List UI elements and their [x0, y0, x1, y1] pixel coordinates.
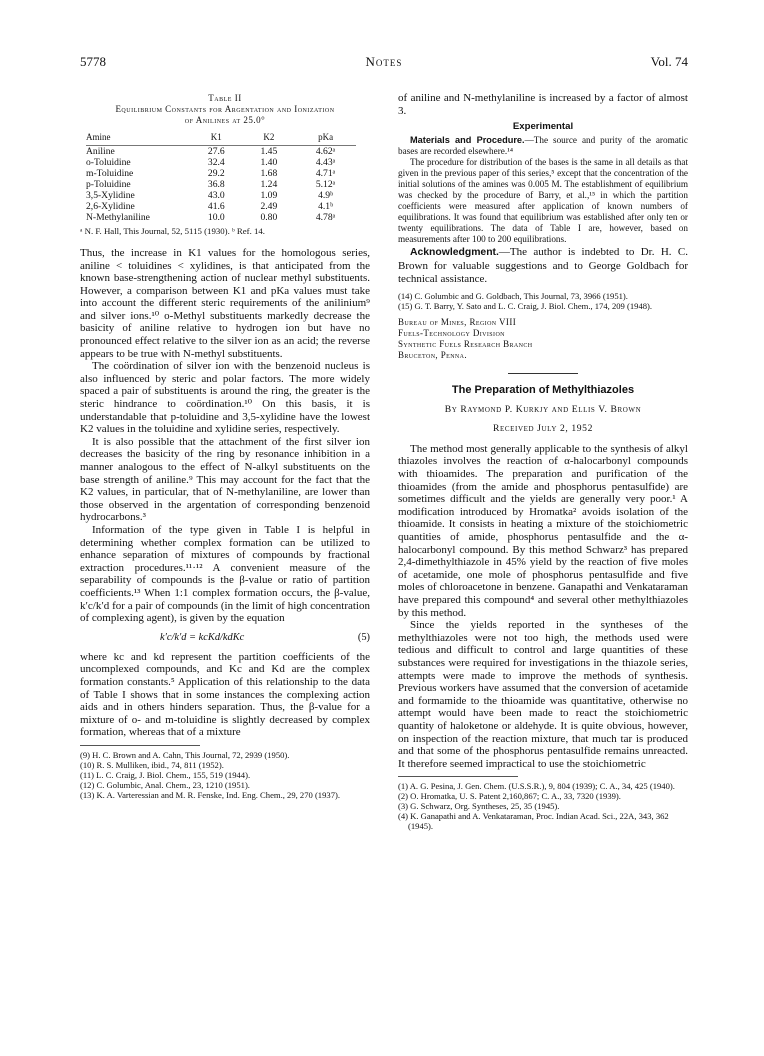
value-cell: 1.24	[260, 179, 278, 191]
value-cell: 43.0	[207, 190, 225, 202]
value-cell: 4.43ᵃ	[315, 157, 336, 169]
address-line: Bruceton, Penna.	[398, 350, 468, 361]
table-row	[86, 190, 356, 201]
amine-cell: o-Toluidine	[86, 157, 131, 169]
page-header	[80, 54, 688, 72]
ack-lead: Acknowledgment.	[410, 247, 499, 259]
address-line: Bureau of Mines, Region VIII	[398, 317, 517, 328]
paragraph: It is also possible that the attachment of the first silver ion decreases the basicity of the ring by resonance inhibition in a manner analogous to the effect of N-alkyl substituents on the base strength of aniline.⁹ This may account for the fact that the K2 values, in particular, that of N-methylaniline, are lower than those observed in the argentation of corresponding benzenoid hydrocarbons.³	[80, 435, 370, 524]
paragraph: Thus, the increase in K1 values for the homologous series, aniline < toluidines < xylidines, is that anticipated from the known base-strengthening action of nuclear methyl substituents. However, a comparison between K1 and pKa values must take into account the different steric requirements of the anilinium⁹ and silver ions.¹⁰ o-Methyl substituents markedly decrease the basicity of aniline relative to hydrogen ion but have no pronounced effect relative to the silver ion as an acid; the reverse appears to be true with N-methyl substituents.	[80, 246, 370, 360]
table-header-cell: K2	[243, 130, 296, 146]
constants-table	[86, 130, 356, 223]
footnote-rule	[80, 745, 200, 746]
paragraph: where kc and kd represent the partition coefficients of the uncomplexed compounds, and Kc and Kd are the complex formation constants.⁵ Application of this relationship to the data of Table I shows that in some instances the complexing action aids and in others hinders separation. Thus, the β-value for a mixture of o- and m-toluidine is slightly decreased by complex formation, whereas that of a mixture	[80, 650, 370, 739]
value-cell: 0.80	[260, 212, 278, 224]
value-cell: 32.4	[207, 157, 225, 169]
received-date: Received July 2, 1952	[493, 422, 593, 434]
table-subtitle-1: Equilibrium Constants for Argentation and Ionization	[115, 104, 335, 115]
paragraph: The method most generally applicable to the synthesis of alkyl thiazoles involves the reaction of α-halocarbonyl compounds with thioamides. The preparation and purification of the thioamides (from the amide and phosphorus pentasulfide) are sometimes difficult and the yields are generally very poor.¹ A modification introduced by Hromatka² avoids isolation of the thioamide. It consists in heating a mixture of the stoichiometric quantities of amide, phosphorus pentasulfide and the α-halocarbonyl compound. By this method Schwarz³ has prepared 2,4-dimethylthiazole in 45% yield by the reaction of five moles of acetamide, one mole of phosphorus pentasulfide and five moles of chloroacetone in benzene. Ganapathi and Venkataraman have prepared this compound⁴ and several other methylthiazoles by this method.	[398, 442, 688, 619]
footnote: (13) K. A. Varteressian and M. R. Fenske, Ind. Eng. Chem., 29, 270 (1937).	[80, 789, 341, 800]
table-header-cell: Amine	[86, 130, 190, 146]
table-row	[86, 212, 356, 223]
table-row	[86, 168, 356, 179]
table-footnote: ᵃ N. F. Hall, This Journal, 52, 5115 (1930). ᵇ Ref. 14.	[80, 226, 265, 237]
footnote: (4) K. Ganapathi and A. Venkataraman, Proc. Indian Acad. Sci., 22A, 343, 362 (1945).	[398, 811, 669, 832]
page-number: 5778	[80, 54, 106, 69]
ack-text: —The author is indebted to Dr. H. C. Brown for valuable suggestions and to George Goldbach for technical assistance.	[398, 246, 688, 285]
value-cell: 10.0	[207, 212, 225, 224]
value-cell: 1.40	[260, 157, 278, 169]
paragraph: of aniline and N-methylaniline is increased by a factor of almost 3.	[398, 92, 688, 117]
article-byline: By Raymond P. Kurkjy and Ellis V. Brown	[444, 404, 642, 416]
address-block	[398, 317, 688, 361]
value-cell: 36.8	[207, 179, 225, 191]
value-cell: 27.6	[207, 146, 225, 158]
amine-cell: 2,6-Xylidine	[86, 201, 135, 213]
left-column	[80, 92, 370, 800]
value-cell: 41.6	[207, 201, 225, 213]
amine-cell: p-Toluidine	[86, 179, 131, 191]
article-title: The Preparation of Methylthiazoles	[451, 384, 635, 397]
right-column	[398, 92, 688, 831]
value-cell: 4.9ᵇ	[318, 190, 334, 202]
footnote: (9) H. C. Brown and A. Cahn, This Journal, 72, 2939 (1950).	[80, 749, 290, 760]
materials-text: —The source and purity of the aromatic bases are recorded elsewhere.¹⁴	[398, 135, 688, 157]
footnote: (10) R. S. Mulliken, ibid., 74, 811 (1952).	[80, 759, 224, 770]
procedure-text: The procedure for distribution of the bases is the same in all details as that given in the previous paper of this series,⁵ except that the concentration of the initial solutions of the amines was 0.005 M. The establishment of equilibrium was checked by the procedure of Barry, et al.,¹⁵ in which the partition coefficients were measured after application of known numbers of equilibrations. It was found that equilibrium was established after only ten or twenty equilibrations. The data of Table I are, however, based on measurements after 100 to 200 equilibrations.	[398, 157, 688, 244]
volume-label: Vol. 74	[650, 54, 688, 69]
equation-text: k′c/k′d = kcKd/kdKc	[160, 631, 245, 643]
paragraph: The coördination of silver ion with the benzenoid nucleus is also influenced by steric and polar factors. The more widely spaced a pair of substituents is around the ring, the greater is the steric hindrance to coördination.¹⁰ On this basis, it is understandable that p-toluidine and 3,5-xylidine have the lowest K2 values in the toluidine and xylidine series, respectively.	[80, 360, 370, 436]
paragraph: Since the yields reported in the syntheses of the methylthiazoles were not too high, the methods used were tedious and difficult to control and large quantities of these substances were required for investigations in the thiazole series, attempts were made to improve the methods of synthesis. Previous workers have assumed that the conversion of acetamide and formamide to the thioamide was quantitative, otherwise no attempt would have been made to react the stoichiometric quantity of haloketone or aldehyde. It is quite obvious, however, on inspection of the reaction mixture, that much tar is produced and that some of the phosphorus pentasulfide remains unreacted. It therefore seemed impractical to use the stoichiometric	[398, 619, 688, 770]
footnote: (2) O. Hromatka, U. S. Patent 2,160,867; C. A., 33, 7320 (1939).	[398, 791, 621, 802]
value-cell: 5.12ᵃ	[315, 179, 336, 191]
value-cell: 1.45	[260, 146, 278, 158]
address-line: Synthetic Fuels Research Branch	[398, 339, 533, 350]
amine-cell: N-Methylaniline	[86, 212, 150, 224]
table-row	[86, 201, 356, 212]
table-title: Table II	[208, 93, 242, 103]
value-cell: 4.1ᵇ	[318, 201, 334, 213]
footnote: (11) L. C. Craig, J. Biol. Chem., 155, 519 (1944).	[80, 769, 251, 780]
table-header-cell: pKa	[295, 130, 356, 146]
value-cell: 4.78ᵃ	[315, 212, 336, 224]
footnote: (3) G. Schwarz, Org. Syntheses, 25, 35 (1945).	[398, 801, 560, 812]
table-row	[86, 179, 356, 190]
article-separator	[508, 373, 578, 374]
equation	[80, 630, 370, 646]
table-row	[86, 157, 356, 168]
equation-number: (5)	[357, 631, 370, 643]
amine-cell: Aniline	[86, 146, 115, 158]
amine-cell: m-Toluidine	[86, 168, 134, 180]
value-cell: 1.09	[260, 190, 278, 202]
paragraph: Information of the type given in Table I is helpful in determining whether complex formation can be utilized to enhance separation of mixtures of compounds by fractional extraction procedures.¹¹·¹² A convenient measure of the separability of compounds is the β-value or ratio of partition coefficients.¹³ When 1:1 complex formation occurs, the β-value, k′c/k′d for a pair of compounds (in the limit of high concentration of complexing agent), is given by the equation	[80, 523, 370, 625]
value-cell: 1.68	[260, 168, 278, 180]
footnote: (1) A. G. Pesina, J. Gen. Chem. (U.S.S.R.), 9, 804 (1939); C. A., 34, 425 (1940).	[398, 781, 675, 792]
footnote: (14) C. Golumbic and G. Goldbach, This Journal, 73, 3966 (1951).	[398, 291, 628, 302]
footnote: (12) C. Golumbic, Anal. Chem., 23, 1210 (1951).	[80, 779, 250, 790]
materials-lead: Materials and Procedure.	[410, 135, 525, 146]
experimental-heading: Experimental	[512, 121, 574, 133]
footnote: (15) G. T. Barry, Y. Sato and L. C. Craig, J. Biol. Chem., 174, 209 (1948).	[398, 301, 653, 312]
table-row	[86, 146, 356, 158]
section-title: Notes	[365, 54, 403, 69]
table-header-cell: K1	[190, 130, 243, 146]
value-cell: 4.62ᵃ	[315, 146, 336, 158]
value-cell: 4.71ᵃ	[315, 168, 336, 180]
address-line: Fuels-Technology Division	[398, 328, 505, 339]
table-subtitle-2: of Anilines at 25.0°	[184, 115, 266, 126]
value-cell: 2.49	[260, 201, 278, 213]
value-cell: 29.2	[207, 168, 225, 180]
amine-cell: 3,5-Xylidine	[86, 190, 135, 202]
footnote-rule	[398, 776, 518, 777]
